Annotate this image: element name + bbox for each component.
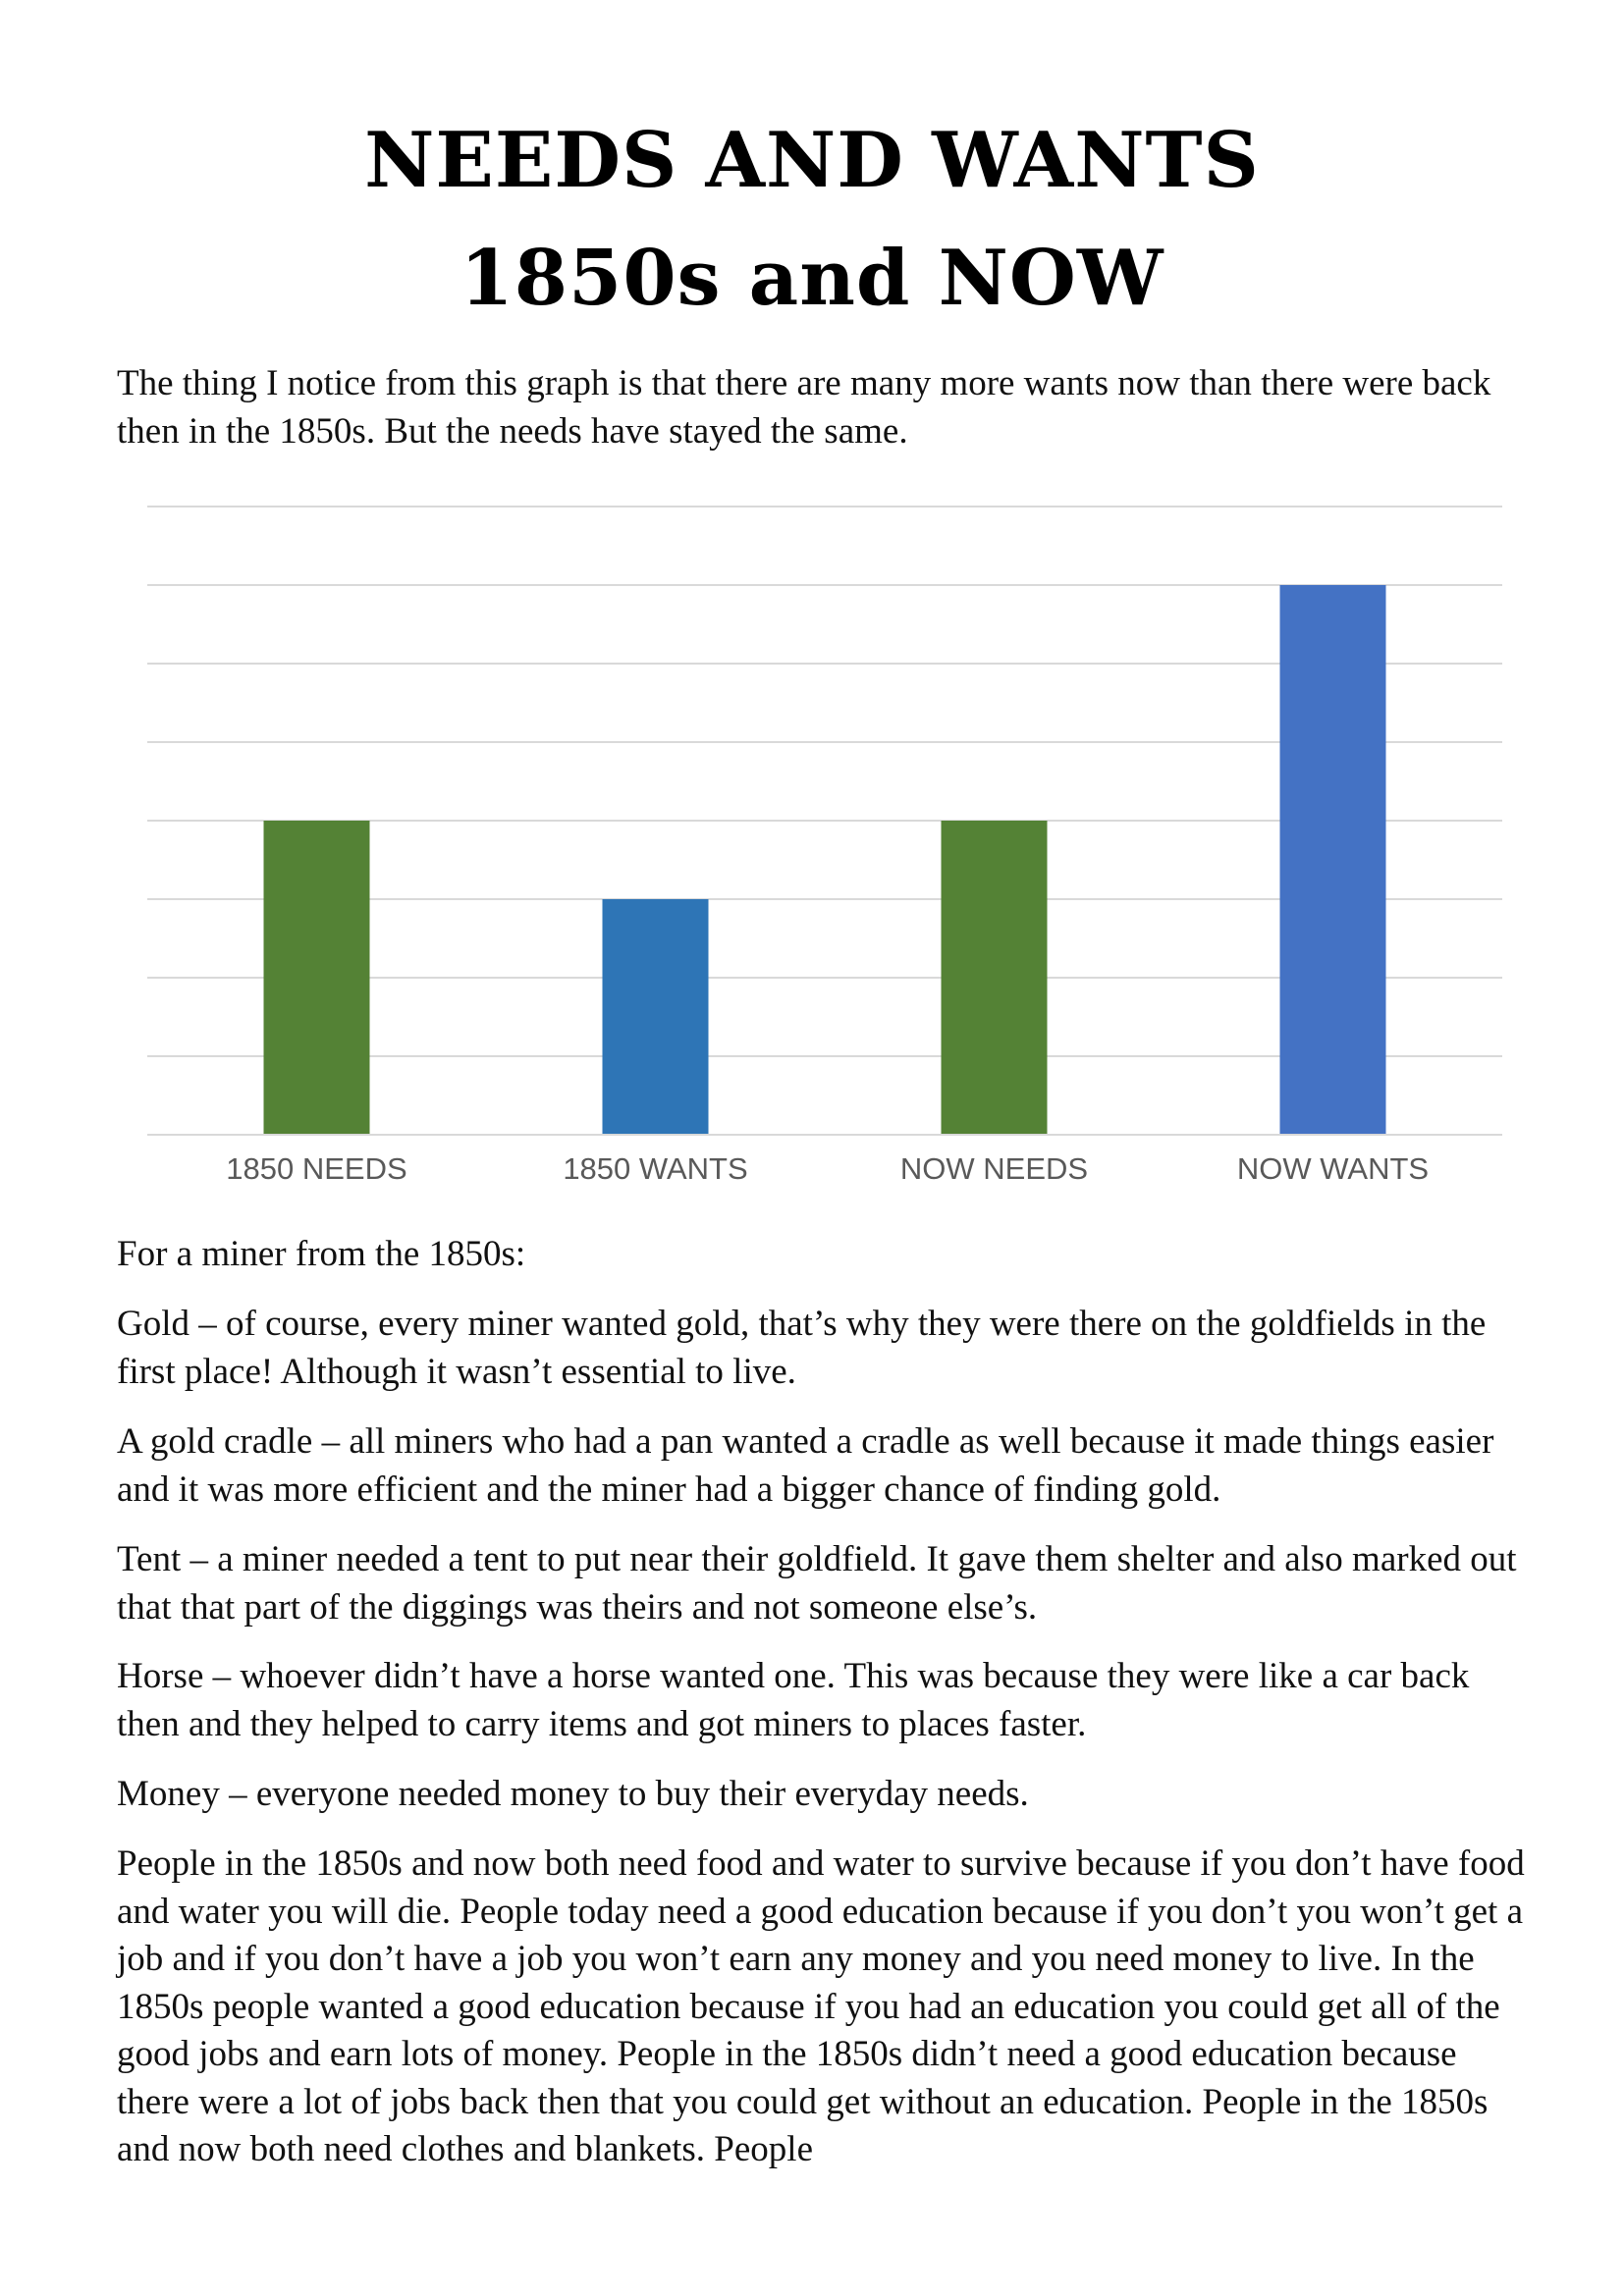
bar <box>264 821 370 1135</box>
needs-discussion-paragraph: People in the 1850s and now both need food and water to survive because if you don’t have food and water you will die. People today need a good education because if you don’t you won’t get a job and if you don’t have a job you won’t earn any money and you need money to live. In the 1850s people wanted a good education because if you had an education you could get all of the good jobs and earn lots of money. People in the 1850s didn’t need a good education because there were a lot of jobs back then that you could get without an education. People in the 1850s and now both need clothes and blankets. People <box>117 1843 1525 2169</box>
tent-paragraph: Tent – a miner needed a tent to put near their goldfield. It gave them shelter and also marked out that that part of the diggings was theirs and not someone else’s. <box>117 1539 1517 1628</box>
bar <box>603 899 709 1135</box>
page-subtitle: 1850s and NOW <box>460 234 1164 323</box>
x-tick-label: 1850 NEEDS <box>226 1151 407 1186</box>
x-tick-label: NOW NEEDS <box>899 1151 1089 1186</box>
horse-paragraph: Horse – whoever didn’t have a horse wanted one. This was because they were like a car back then and they helped to carry items and got miners to places faster. <box>117 1656 1470 1744</box>
miner-heading-paragraph: For a miner from the 1850s: <box>117 1234 526 1274</box>
gold-paragraph: Gold – of course, every miner wanted gold, that’s why they were there on the goldfields in the first place! Although it wasn’t essential to live. <box>117 1304 1487 1392</box>
money-paragraph: Money – everyone needed money to buy their everyday needs. <box>117 1774 1029 1814</box>
page-title: NEEDS AND WANTS <box>364 116 1260 205</box>
gold-cradle-paragraph: A gold cradle – all miners who had a pan wanted a cradle as well because it made things easier and it was more efficient and the miner had a bigger chance of finding gold. <box>117 1421 1494 1510</box>
bar <box>1280 585 1386 1135</box>
x-tick-label: 1850 WANTS <box>563 1151 748 1186</box>
x-tick-label: NOW WANTS <box>1236 1151 1430 1186</box>
bar <box>942 821 1048 1135</box>
intro-paragraph: The thing I notice from this graph is that there are many more wants now than there were back then in the 1850s. But the needs have stayed the same. <box>117 363 1491 452</box>
